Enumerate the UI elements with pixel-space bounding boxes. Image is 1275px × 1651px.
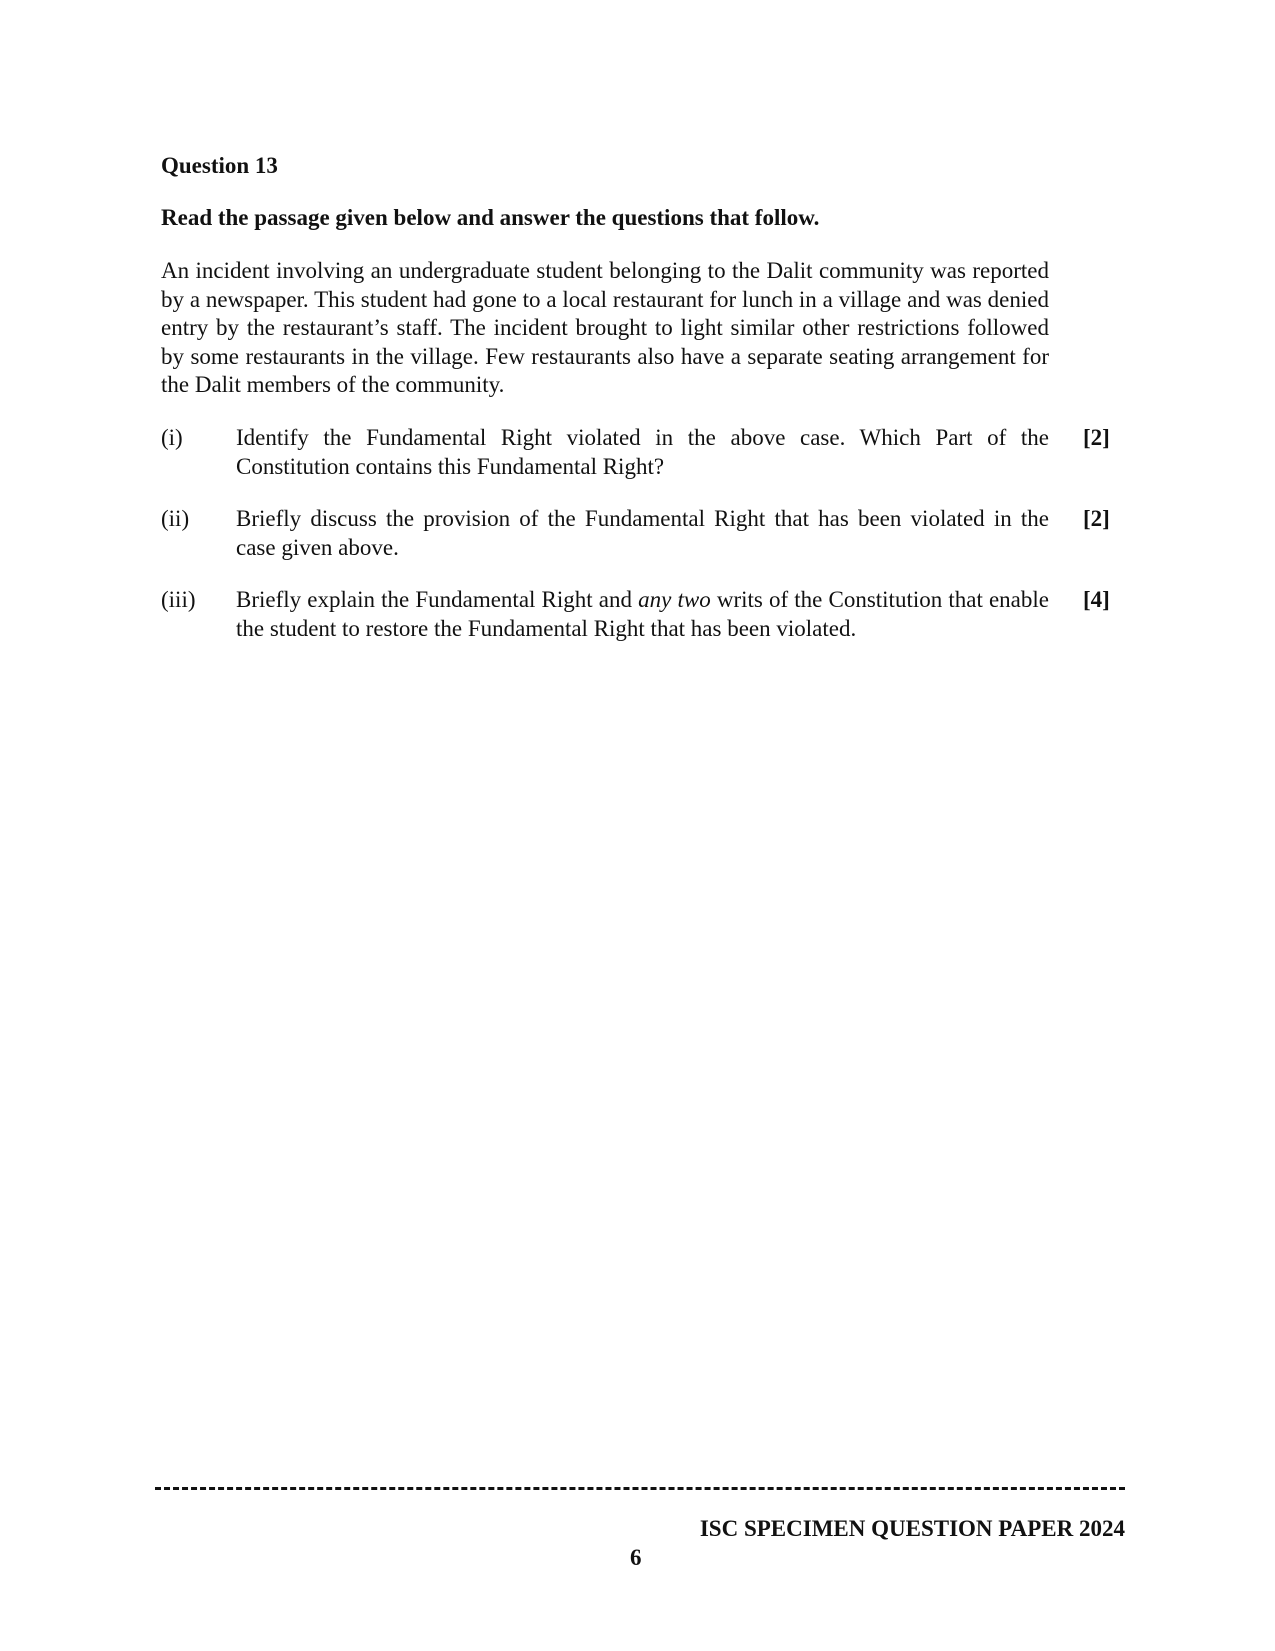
subquestion-text-before: Briefly explain the Fundamental Right and [236, 587, 639, 612]
subquestion-marks: [4] [1083, 587, 1110, 612]
page-number: 6 [630, 1545, 642, 1570]
subquestion-text-after: writs of the Constitution that enable the student to restore the Fundamental Right that has been violated. [236, 587, 1049, 641]
subquestion-text: Briefly discuss the provision of the Fundamental Right that has been violated in the case given above. [236, 506, 1049, 560]
question-instruction: Read the passage given below and answer the questions that follow. [161, 205, 820, 230]
subquestion-marks: [2] [1083, 425, 1110, 450]
subquestion-marks: [2] [1083, 506, 1110, 531]
subquestion-text [236, 586, 1049, 643]
footer-title: ISC SPECIMEN QUESTION PAPER 2024 [699, 1516, 1125, 1541]
footer-separator [155, 1487, 1125, 1490]
question-heading: Question 13 [161, 153, 278, 178]
subquestion-text: Identify the Fundamental Right violated in the above case. Which Part of the Constitution contains this Fundamental Right? [236, 425, 1049, 479]
subquestion-number: (iii) [161, 587, 196, 612]
subquestion-text-emphasis: any two [638, 587, 711, 612]
passage-text: An incident involving an undergraduate student belonging to the Dalit community was reported by a newspaper. This student had gone to a local restaurant for lunch in a village and was denied entry by the restaurant’s staff. The incident brought to light similar other restrictions followed by some restaurants in the village. Few restaurants also have a separate seating arrangement for the Dalit members of the community. [161, 258, 1049, 397]
subquestion-number: (ii) [161, 506, 190, 531]
subquestion-number: (i) [161, 425, 183, 450]
